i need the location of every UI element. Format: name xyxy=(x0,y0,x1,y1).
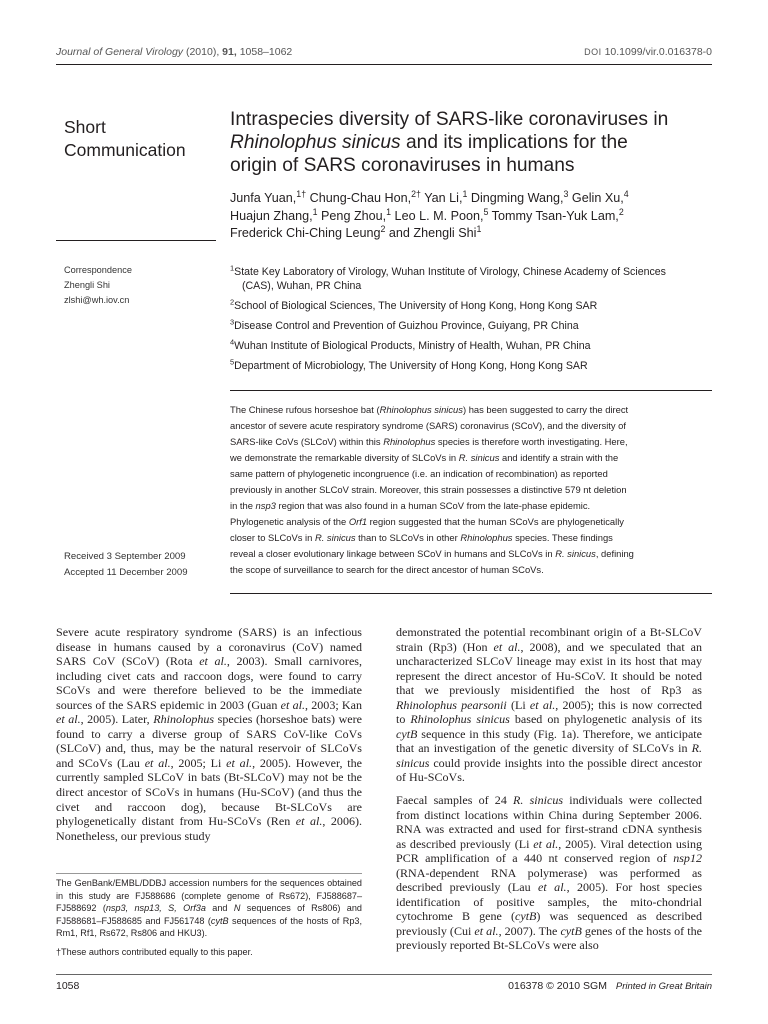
italic-text: Orf1 xyxy=(348,516,368,527)
author-line2 xyxy=(230,208,720,226)
text-run: demonstrated the potential recombinant origin of a Bt-SLCoV strain (Rp3) (Hon xyxy=(396,625,702,654)
header-rule xyxy=(56,64,712,65)
article-type-line2: Communication xyxy=(64,140,186,160)
abstract-line xyxy=(230,498,712,514)
author-affiliation: 1 xyxy=(312,206,318,217)
correspondence xyxy=(64,263,132,308)
author-affiliation: 1† xyxy=(296,188,307,199)
abstract-line xyxy=(230,466,712,482)
italic-text: Rhinolophus sinicus xyxy=(410,712,510,727)
text-run: species is therefore worth investigating. Here, xyxy=(435,436,628,447)
abstract-line xyxy=(230,514,712,530)
text-run: , 2007). The xyxy=(498,923,561,938)
italic-text: cytB xyxy=(210,915,229,926)
author: Chung-Chau Hon, xyxy=(306,191,412,205)
italic-text: et al. xyxy=(295,814,323,829)
italic-text: R. sinicus xyxy=(396,741,702,770)
italic-text: et al. xyxy=(474,923,499,938)
text-run: sequences of Rs806) and FJ588681–FJ588685 and FJ561748 ( xyxy=(56,903,362,926)
affiliation xyxy=(230,359,720,373)
received-date: Received 3 September 2009 xyxy=(64,551,186,562)
italic-text: R. sinicus xyxy=(314,532,356,543)
italic-text: et al. xyxy=(56,712,81,727)
affiliation-number: 2 xyxy=(230,297,235,307)
text-run: SARS-like CoVs (SLCoV) within this xyxy=(230,436,384,447)
affiliation-number: 5 xyxy=(230,357,235,367)
text-run: , 2006). Nonetheless, our previous study xyxy=(56,814,363,843)
italic-text: Rhinolophus sinicus xyxy=(379,404,463,415)
abstract-line xyxy=(230,546,712,562)
article-type xyxy=(64,116,186,162)
author-affiliation: 1 xyxy=(476,224,482,234)
abstract-line xyxy=(230,530,712,546)
italic-text: nsp3, nsp13, S, Orf3a xyxy=(105,903,206,914)
text-run: , 2008), and we speculated that an uncharacterized SLCoV lineage may exist in its host that may represent the direct ancestor of Hu-SCoV. It should be noted that we previously misidentified the host of Rp3 as xyxy=(396,639,703,698)
body-paragraph xyxy=(396,625,702,785)
affiliation-text: Wuhan Institute of Biological Products, Ministry of Health, Wuhan, PR China xyxy=(234,340,591,352)
author-line3 xyxy=(230,225,720,243)
accepted-date: Accepted 11 December 2009 xyxy=(64,567,188,578)
author-affiliation: 2 xyxy=(380,224,386,234)
author-affiliation: 2 xyxy=(618,206,624,217)
footnote xyxy=(56,877,362,959)
text-run: Faecal samples of 24 xyxy=(396,793,514,808)
text-run: , 2005). However, the currently sampled SLCoV in bats (Bt-SLCoV) may not be the direct ancestor of SCoVs in humans (Hu-SCoV) (and thus the civet and raccoon dog), because Bt-SLCoVs are phylogenetically distant from Hu-SCoVs (Ren xyxy=(56,755,362,829)
journal-year: (2010), xyxy=(185,46,220,58)
title-line3: origin of SARS coronaviruses in humans xyxy=(230,155,575,176)
text-run: , 2005). Viral detection using PCR amplification of a 440 nt conserved region of xyxy=(396,836,702,866)
text-run: could provide insights into the possible direct ancestor of Hu-SCoVs. xyxy=(396,755,702,785)
affiliation xyxy=(230,319,720,333)
italic-text: R. sinicus xyxy=(458,452,500,463)
title-species: Rhinolophus sinicus xyxy=(230,132,401,153)
title-line2 xyxy=(230,131,720,154)
text-run: sequence in this study (Fig. 1a). Therefore, we anticipate that an investigation of the genetic diversity of SLCoVs in xyxy=(396,726,702,756)
author: Frederick Chi-Ching Leung xyxy=(230,226,381,241)
italic-text: cytB xyxy=(560,923,582,938)
dates xyxy=(64,549,188,581)
abstract-line xyxy=(230,434,712,450)
abstract-line xyxy=(230,402,712,418)
author: Peng Zhou, xyxy=(317,208,387,223)
doi xyxy=(584,46,712,58)
article-type-line1: Short xyxy=(64,117,106,137)
text-run: , 2005). For host species identification of positive samples, the mito-chondrial cytochrome B gene ( xyxy=(396,880,703,924)
affiliations xyxy=(230,265,720,379)
text-run: The Chinese rufous horseshoe bat ( xyxy=(230,404,380,415)
author-affiliation: 2† xyxy=(411,188,421,199)
page-number: 1058 xyxy=(56,980,80,992)
title-line1: Intraspecies diversity of SARS-like coronaviruses in xyxy=(230,109,669,130)
text-run: than to SLCoVs in other xyxy=(355,532,461,543)
italic-text: cytB xyxy=(515,909,537,924)
doi-value: 10.1099/vir.0.016378-0 xyxy=(604,46,712,58)
text-run: and identify a strain with the xyxy=(499,452,619,463)
text-run: , 2003). Small carnivores, including civet cats and raccoon dogs, were found to carry SCoVs and were therefore believed to be the immediate sources of the SARS epidemic in 2003 (Guan xyxy=(56,654,362,712)
body-paragraph xyxy=(56,625,362,843)
affiliation-text: State Key Laboratory of Virology, Wuhan Institute of Virology, Chinese Academy of Sciences xyxy=(234,266,666,278)
journal-name: Journal of General Virology xyxy=(56,46,184,58)
author-affiliation: 1 xyxy=(462,188,468,199)
body-paragraph xyxy=(396,793,702,953)
text-run: the scope of surveillance to search for the direct ancestor of human SCoVs. xyxy=(230,564,544,575)
affiliation xyxy=(230,299,720,313)
text-run: individuals were collected from distinct locations within China during September 2006. RNA was extracted and used for first-strand cDNA synthesis as described previously (Li xyxy=(396,793,702,851)
author: and Zhengli Shi xyxy=(385,226,477,241)
footer-printed: Printed in Great Britain xyxy=(615,981,712,992)
affiliation xyxy=(230,339,720,353)
italic-text: cytB xyxy=(396,726,418,741)
correspondence-rule xyxy=(56,240,216,241)
affiliation-number: 1 xyxy=(230,263,235,273)
author-list xyxy=(230,190,720,243)
correspondence-name: Zhengli Shi xyxy=(64,280,110,290)
author-affiliation: 1 xyxy=(386,206,392,217)
abstract xyxy=(230,402,712,578)
text-run: reveal a closer evolutionary linkage between SCoV in humans and SLCoVs in xyxy=(230,548,556,559)
journal-pages: 1058–1062 xyxy=(239,46,293,58)
author: Huajun Zhang, xyxy=(230,208,313,223)
text-run: ) has been suggested to carry the direct xyxy=(462,404,629,415)
text-run: previously in another SLCoV strain. Moreover, this strain possesses a distinctive 579 nt deletion xyxy=(230,484,627,495)
abstract-line xyxy=(230,418,712,434)
italic-text: et al. xyxy=(144,755,171,770)
journal-volume: 91, xyxy=(222,46,237,58)
text-run: ancestor of severe acute respiratory syndrome (SARS) coronavirus (SCoV), and the diversity of xyxy=(230,420,626,431)
italic-text: et al. xyxy=(538,880,567,895)
italic-text: et al. xyxy=(226,755,253,770)
italic-text: et al. xyxy=(493,639,521,654)
abstract-line xyxy=(230,450,712,466)
text-run: , defining xyxy=(595,548,634,559)
correspondence-label: Correspondence xyxy=(64,265,132,275)
text-run: genes of the hosts of the previously reported Bt-SLCoVs were also xyxy=(396,923,702,953)
text-run: ) was sequenced as described previously (Cui xyxy=(396,909,702,938)
text-run: , 2005; Li xyxy=(170,755,227,770)
affiliation-text: School of Biological Sciences, The University of Hong Kong, Hong Kong SAR xyxy=(234,300,598,312)
italic-text: Rhinolophus xyxy=(153,712,215,727)
accession-footnote xyxy=(56,877,362,940)
italic-text: et al. xyxy=(280,697,305,712)
author: Yan Li, xyxy=(420,191,463,205)
italic-text: nsp12 xyxy=(673,851,702,866)
body-column-left xyxy=(56,625,362,851)
text-run: same pattern of phylogenetic incongruence (i.e. an indication of recombination) as reported xyxy=(230,468,608,479)
text-run: based on phylogenetic analysis of its xyxy=(509,712,703,727)
text-run: , 2003; Kan xyxy=(305,697,363,712)
italic-text: Rhinolophus xyxy=(460,532,513,543)
italic-text: R. sinicus xyxy=(555,548,596,559)
correspondence-email[interactable]: zlshi@wh.iov.cn xyxy=(64,295,130,305)
italic-text: et al. xyxy=(199,654,227,669)
author-affiliation: 3 xyxy=(563,188,569,199)
author: Tommy Tsan-Yuk Lam, xyxy=(488,208,619,223)
text-run: species. These findings xyxy=(512,532,613,543)
author: Junfa Yuan, xyxy=(230,191,297,205)
text-run: species (horseshoe bats) were found to carry a diverse group of SARS CoV-like CoVs (SLCoV) and, thus, may be the natural reservoir of SLCoVs and SCoVs (Lau xyxy=(56,712,362,770)
text-run: (RNA-dependent RNA polymerase) was performed as described previously (Lau xyxy=(396,865,702,895)
footnote-rule xyxy=(56,873,362,874)
body-column-right xyxy=(396,625,702,961)
article-title xyxy=(230,108,720,177)
author-affiliation: 5 xyxy=(483,206,489,217)
affiliation-text: Disease Control and Prevention of Guizhou Province, Guiyang, PR China xyxy=(234,320,579,332)
title-line2-rest: and its implications for the xyxy=(400,132,628,153)
running-header xyxy=(56,46,292,58)
italic-text: nsp3 xyxy=(255,500,276,511)
affiliation-number: 4 xyxy=(230,337,235,347)
footer-rule xyxy=(56,974,712,975)
italic-text: R. sinicus xyxy=(513,793,564,808)
author-affiliation: 4 xyxy=(623,188,629,199)
text-run: The GenBank/EMBL/DDBJ accession numbers for the sequences obtained in this study are FJ588686 (complete genome of Rs672), FJ588687–FJ588692 ( xyxy=(56,878,362,914)
author: Leo L. M. Poon, xyxy=(391,208,484,223)
footer-right xyxy=(508,980,712,992)
text-run: Severe acute respiratory syndrome (SARS) is an infectious disease in humans caused by a coronavirus (CoV) named SARS CoV (SCoV) (Rota xyxy=(56,625,362,669)
text-run: Phylogenetic analysis of the xyxy=(230,516,349,527)
equal-contribution-footnote: †These authors contributed equally to this paper. xyxy=(56,946,253,957)
affiliation xyxy=(230,265,720,293)
text-run: region suggested that the human SCoVs are phylogenetically xyxy=(367,516,624,527)
doi-label: DOI xyxy=(584,47,602,57)
italic-text: et al. xyxy=(529,697,556,712)
text-run: and xyxy=(205,903,234,914)
text-run: in the xyxy=(230,500,256,511)
text-run: sequences of the hosts of Rp3, Rm1, Rf1, Rs672, Rs806 and HKU3). xyxy=(56,915,362,939)
author: Gelin Xu, xyxy=(568,191,624,205)
text-run: region that was also found in a human SCoV from the late-phase epidemic. xyxy=(275,500,591,511)
abstract-bottom-rule xyxy=(230,593,712,594)
abstract-top-rule xyxy=(230,390,712,391)
italic-text: Rhinolophus xyxy=(383,436,436,447)
affiliation-text: Department of Microbiology, The University of Hong Kong, Hong Kong SAR xyxy=(234,360,588,372)
abstract-line xyxy=(230,482,712,498)
text-run: , 2005). Later, xyxy=(80,712,154,727)
text-run: closer to SLCoVs in xyxy=(230,532,315,543)
italic-text: N xyxy=(233,903,241,914)
text-run: we demonstrate the remarkable diversity of SLCoVs in xyxy=(230,452,459,463)
affiliation-text-cont: (CAS), Wuhan, PR China xyxy=(242,280,362,292)
author-line1 xyxy=(230,190,720,208)
abstract-line xyxy=(230,562,712,578)
text-run: , 2005); this is now corrected to xyxy=(396,697,703,727)
author: Dingming Wang, xyxy=(467,191,564,205)
italic-text: et al. xyxy=(533,836,559,851)
italic-text: Rhinolophus pearsonii xyxy=(396,697,507,712)
text-run: (Li xyxy=(506,697,530,712)
footer-code: 016378 © 2010 SGM xyxy=(508,980,607,992)
affiliation-number: 3 xyxy=(230,317,235,327)
